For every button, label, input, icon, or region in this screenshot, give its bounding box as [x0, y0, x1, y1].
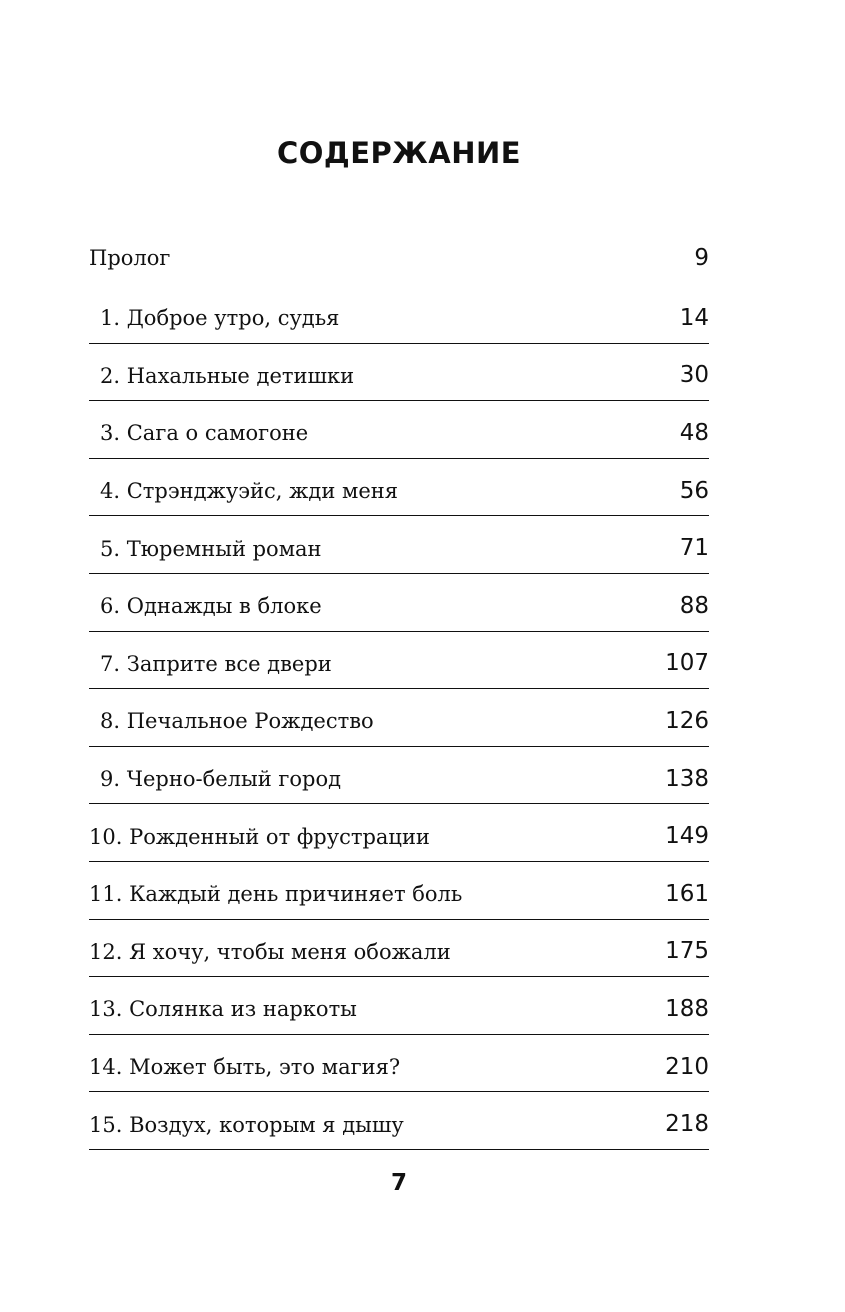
- toc-entry-title: [89, 1106, 404, 1136]
- toc-entry: [89, 977, 709, 1035]
- toc-entry: [89, 689, 709, 747]
- toc-entry-page: 71: [679, 535, 709, 562]
- toc-entry-title: [89, 645, 332, 675]
- chapter-number: 4.: [100, 479, 121, 504]
- chapter-number: 13.: [89, 997, 123, 1022]
- toc-entry-title: [89, 933, 451, 963]
- chapter-number: 9.: [100, 767, 121, 792]
- chapter-number: 5.: [100, 536, 121, 561]
- toc-entry-page: 107: [665, 650, 709, 677]
- toc-entry-title: [89, 414, 308, 444]
- chapter-number: 6.: [100, 594, 121, 619]
- toc-entry-page: 175: [665, 938, 709, 965]
- chapter-title: Солянка из наркоты: [129, 997, 357, 1022]
- toc-entry-title: Пролог: [89, 245, 171, 270]
- toc-entry: [89, 920, 709, 978]
- toc-entry-title: [89, 1048, 400, 1078]
- chapter-title: Рожденный от фрустрации: [129, 824, 430, 849]
- toc-entry-page: 30: [679, 362, 709, 389]
- chapter-title: Тюремный роман: [126, 536, 322, 561]
- toc-entry-page: 138: [665, 765, 709, 792]
- toc-entry-page: 218: [665, 1111, 709, 1138]
- chapter-number: 7.: [100, 651, 121, 676]
- toc-entry-page: 9: [694, 244, 709, 271]
- page-number: 7: [390, 1170, 407, 1196]
- chapter-title: Заприте все двери: [126, 651, 332, 676]
- toc-entry: [89, 459, 709, 517]
- toc-entry-title: [89, 702, 374, 732]
- toc-entry-title: [89, 587, 322, 617]
- toc-entry-title: [89, 990, 357, 1020]
- toc-entry: [89, 286, 709, 344]
- toc-entry-page: 210: [665, 1053, 709, 1080]
- chapter-title: Черно-белый город: [126, 767, 342, 792]
- toc-entry-title: [89, 299, 339, 329]
- page-title: СОДЕРЖАНИЕ: [276, 136, 522, 170]
- toc-entry-page: 149: [665, 823, 709, 850]
- toc-entry: [89, 574, 709, 632]
- chapter-title: Доброе утро, судья: [126, 306, 340, 331]
- chapter-number: 11.: [89, 882, 123, 907]
- toc-entry-title: [89, 875, 462, 905]
- toc-entry-page: 56: [679, 477, 709, 504]
- table-of-contents: [89, 230, 709, 1150]
- chapter-title: Воздух, которым я дышу: [129, 1112, 404, 1137]
- chapter-title: Стрэнджуэйс, жди меня: [126, 479, 399, 504]
- chapter-title: Нахальные детишки: [126, 363, 355, 388]
- toc-entry: [89, 1035, 709, 1093]
- toc-entry-title: [89, 357, 354, 387]
- toc-entry-title: [89, 530, 322, 560]
- toc-entry-title: [89, 818, 430, 848]
- toc-entry-page: 126: [665, 707, 709, 734]
- chapter-title: Каждый день причиняет боль: [129, 882, 463, 907]
- chapter-title: Сага о самогоне: [126, 421, 309, 446]
- chapter-number: 3.: [100, 421, 121, 446]
- toc-entry-page: 161: [665, 880, 709, 907]
- chapter-title: Печальное Рождество: [126, 709, 374, 734]
- toc-entry: [89, 401, 709, 459]
- toc-entry-page: 188: [665, 995, 709, 1022]
- toc-entry: [89, 516, 709, 574]
- chapter-number: 10.: [89, 824, 123, 849]
- chapter-title: Может быть, это магия?: [129, 1055, 401, 1080]
- toc-entry-page: 14: [679, 304, 709, 331]
- toc-entry-page: 48: [679, 419, 709, 446]
- chapter-number: 8.: [100, 709, 121, 734]
- toc-entry-prologue: [89, 230, 709, 286]
- chapter-number: 14.: [89, 1055, 123, 1080]
- toc-entry: [89, 804, 709, 862]
- toc-entry-page: 88: [679, 592, 709, 619]
- toc-entry: [89, 1092, 709, 1150]
- chapter-number: 12.: [89, 939, 123, 964]
- chapter-number: 15.: [89, 1112, 123, 1137]
- toc-entry: [89, 344, 709, 402]
- toc-entry: [89, 632, 709, 690]
- toc-entry-title: [89, 472, 398, 502]
- chapter-number: 2.: [100, 363, 121, 388]
- toc-entry: [89, 862, 709, 920]
- toc-entry-title: [89, 760, 341, 790]
- toc-entry: [89, 747, 709, 805]
- chapter-number: 1.: [100, 306, 121, 331]
- chapter-title: Я хочу, чтобы меня обожали: [129, 939, 451, 964]
- chapter-title: Однажды в блоке: [126, 594, 322, 619]
